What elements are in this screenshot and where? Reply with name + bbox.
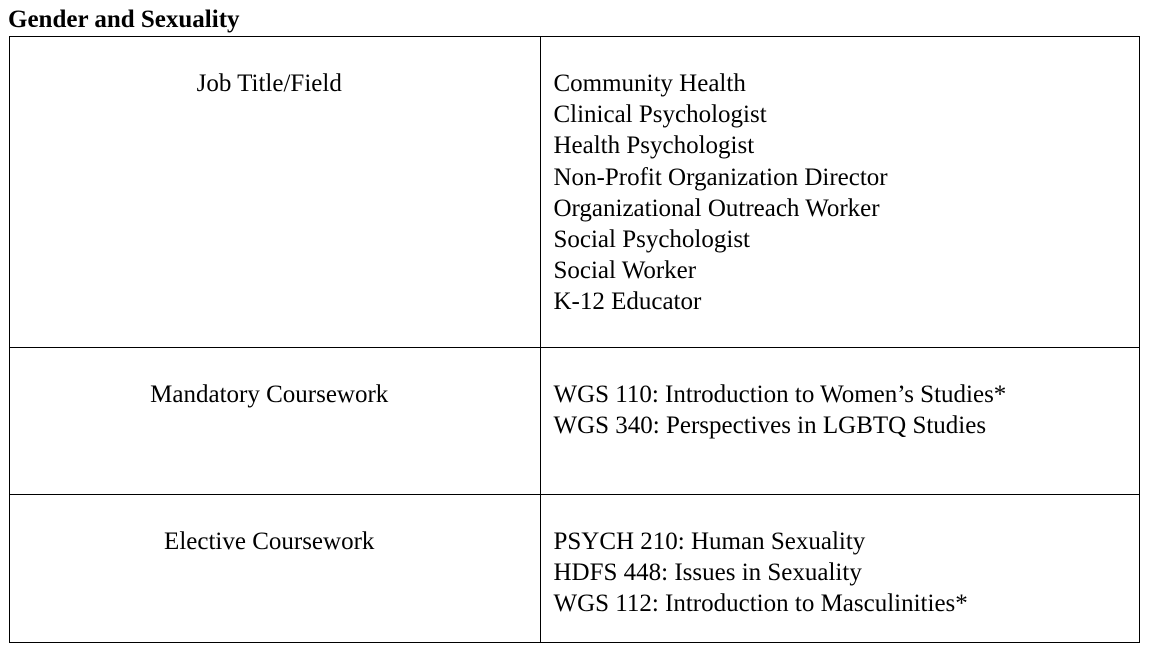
page-title: Gender and Sexuality (8, 6, 240, 33)
list-item: Social Psychologist (553, 226, 751, 254)
list-item: PSYCH 210: Human Sexuality (553, 528, 866, 555)
list-item: K-12 Educator (553, 288, 702, 316)
list-item: Social Worker (553, 257, 697, 285)
list-item: Health Psychologist (553, 132, 755, 160)
list-item: Organizational Outreach Worker (553, 194, 880, 222)
row-list-cell (541, 348, 1140, 495)
list-item: WGS 112: Introduction to Masculinities* (553, 590, 968, 618)
table-row-elective-coursework (10, 495, 1140, 643)
list-item: HDFS 448: Issues in Sexuality (553, 559, 862, 587)
list-item: Clinical Psychologist (553, 101, 767, 129)
row-label-cell (10, 348, 541, 495)
row-label-cell (10, 495, 541, 643)
list-item: WGS 110: Introduction to Women’s Studies* (553, 381, 1007, 408)
row-label-cell (10, 37, 541, 348)
list-item: WGS 340: Perspectives in LGBTQ Studies (553, 412, 987, 440)
career-coursework-table (9, 36, 1140, 643)
row-label-mandatory-coursework: Mandatory Coursework (150, 381, 389, 408)
row-label-elective-coursework: Elective Coursework (164, 528, 375, 555)
table-row-job-title-field (10, 37, 1140, 348)
mandatory-course-list (541, 348, 1139, 441)
list-item: Non-Profit Organization Director (553, 163, 888, 191)
table-row-mandatory-coursework (10, 348, 1140, 495)
elective-course-list (541, 495, 1139, 620)
job-title-list (541, 37, 1139, 318)
row-list-cell (541, 37, 1140, 348)
row-list-cell (541, 495, 1140, 643)
row-label-job-title-field: Job Title/Field (196, 70, 342, 97)
list-item: Community Health (553, 70, 746, 97)
